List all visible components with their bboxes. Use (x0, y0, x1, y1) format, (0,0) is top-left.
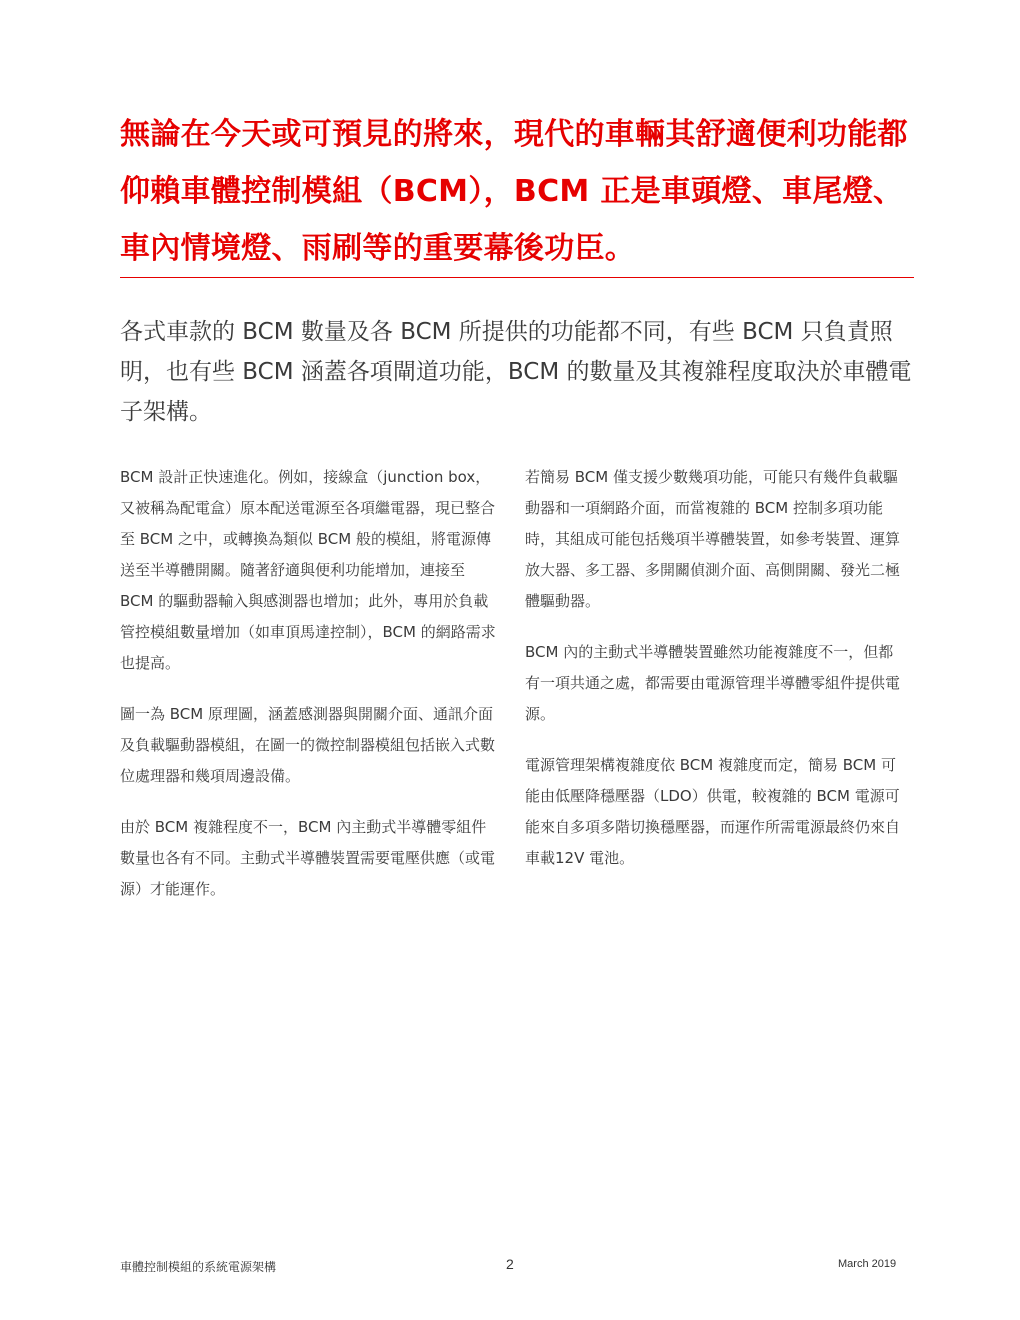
left-column (120, 462, 498, 925)
body-paragraph: 若簡易 BCM 僅支援少數幾項功能，可能只有幾件負載驅動器和一項網路介面，而當複雜的 BCM 控制多項功能時，其組成可能包括幾項半導體裝置，如參考裝置、運算放大器、多工器、多開關偵測介面、高側開關、發光二極體驅動器。 (525, 468, 901, 610)
body-paragraph: 由於 BCM 複雜程度不一，BCM 內主動式半導體零組件數量也各有不同。主動式半導體裝置需要電壓供應（或電源）才能運作。 (120, 818, 496, 898)
body-paragraph: BCM 設計正快速進化。例如，接線盒（junction box，又被稱為配電盒）原本配送電源至各項繼電器，現已整合至 BCM 之中，或轉換為類似 BCM 般的模組，將電源傳送至半導體開關。隨著舒適與便利功能增加，連接至 BCM 的驅動器輸入與感測器也增加；此外，專用於負載管控模組數量增加（如車頂馬達控制），BCM 的網路需求也提高。 (120, 468, 496, 672)
headline: 無論在今天或可預見的將來，現代的車輛其舒適便利功能都仰賴車體控制模組（BCM），BCM 正是車頭燈、車尾燈、車內情境燈、雨刷等的重要幕後功臣。 (120, 117, 908, 266)
body-paragraph: BCM 內的主動式半導體裝置雖然功能複雜度不一，但都有一項共通之處，都需要由電源管理半導體零組件提供電源。 (525, 643, 901, 723)
headline-divider (120, 277, 914, 278)
body-paragraph: 圖一為 BCM 原理圖，涵蓋感測器與開關介面、通訊介面及負載驅動器模組，在圖一的微控制器模組包括嵌入式數位處理器和幾項周邊設備。 (120, 705, 496, 785)
footer-title: 車體控制模組的系統電源架構 (120, 1260, 277, 1274)
footer-date: March 2019 (838, 1258, 897, 1270)
page-number: 2 (506, 1256, 514, 1272)
body-paragraph: 電源管理架構複雜度依 BCM 複雜度而定，簡易 BCM 可能由低壓降穩壓器（LDO）供電，較複雜的 BCM 電源可能來自多項多階切換穩壓器，而運作所需電源最終仍來自車載12V 電池。 (525, 756, 901, 867)
right-column (525, 462, 903, 894)
intro-paragraph: 各式車款的 BCM 數量及各 BCM 所提供的功能都不同，有些 BCM 只負責照明，也有些 BCM 涵蓋各項閘道功能，BCM 的數量及其複雜程度取決於車體電子架構。 (120, 319, 912, 425)
